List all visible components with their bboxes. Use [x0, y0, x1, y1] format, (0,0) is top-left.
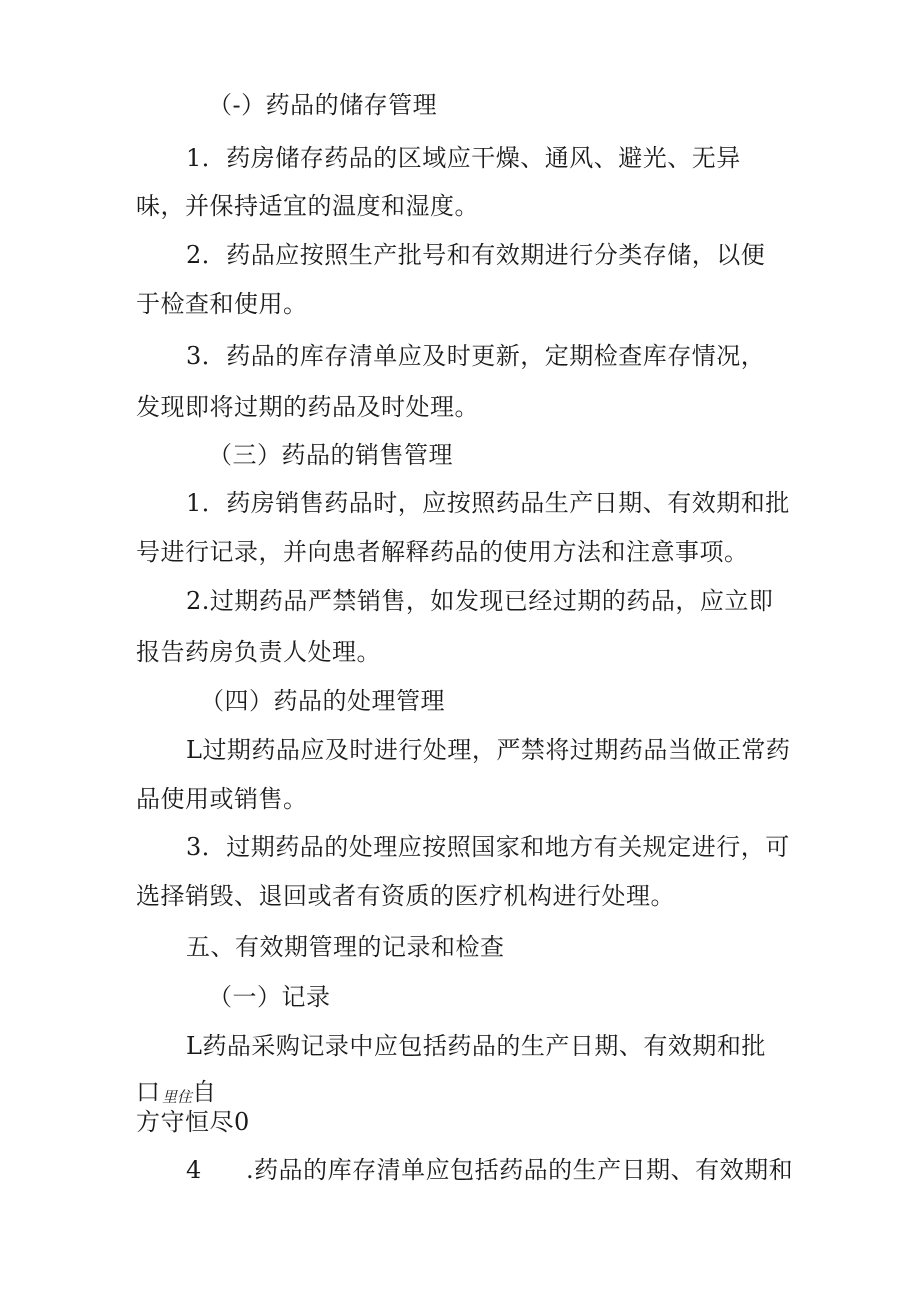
- section-heading-records: 五、有效期管理的记录和检查: [186, 933, 505, 961]
- paragraph-line: 口: [136, 1078, 161, 1106]
- section-heading-disposal: （四）药品的处理管理: [200, 687, 445, 715]
- section-heading-storage: （-）药品的储存管理: [208, 91, 438, 119]
- paragraph-line: 发现即将过期的药品及时处理。: [136, 393, 479, 421]
- paragraph-line: 号进行记录，并向患者解释药品的使用方法和注意事项。: [136, 538, 749, 566]
- paragraph-line: .药品的库存清单应包括药品的生产日期、有效期和: [246, 1156, 794, 1184]
- paragraph-line: 2.过期药品严禁销售，如发现已经过期的药品，应立即: [186, 587, 774, 615]
- subsection-heading-record: （一）记录: [208, 983, 331, 1011]
- paragraph-line: 方守恒尽0: [136, 1108, 250, 1136]
- list-number: 4: [186, 1156, 202, 1184]
- paragraph-line: 3．过期药品的处理应按照国家和地方有关规定进行，可: [186, 833, 790, 861]
- paragraph-line: 味，并保持适宜的温度和湿度。: [136, 192, 479, 220]
- paragraph-line: 于检查和使用。: [136, 290, 308, 318]
- paragraph-line: L过期药品应及时进行处理，严禁将过期药品当做正常药: [186, 736, 791, 764]
- paragraph-line: 1．药房储存药品的区域应干燥、通风、避光、无异: [186, 144, 741, 172]
- paragraph-line: 1．药房销售药品时，应按照药品生产日期、有效期和批: [186, 489, 790, 517]
- paragraph-line: 报告药房负责人处理。: [136, 638, 381, 666]
- paragraph-line: 2．药品应按照生产批号和有效期进行分类存储，以便: [186, 241, 766, 269]
- paragraph-line: L药品采购记录中应包括药品的生产日期、有效期和批: [186, 1032, 766, 1060]
- paragraph-line: 选择销毁、退回或者有资质的医疗机构进行处理。: [136, 882, 675, 910]
- paragraph-line: 自: [192, 1078, 217, 1106]
- garbled-small-text: 里住: [162, 1088, 193, 1106]
- paragraph-line: 品使用或销售。: [136, 785, 308, 813]
- section-heading-sales: （三）药品的销售管理: [208, 441, 453, 469]
- paragraph-line: 3．药品的库存清单应及时更新，定期检查库存情况，: [186, 342, 766, 370]
